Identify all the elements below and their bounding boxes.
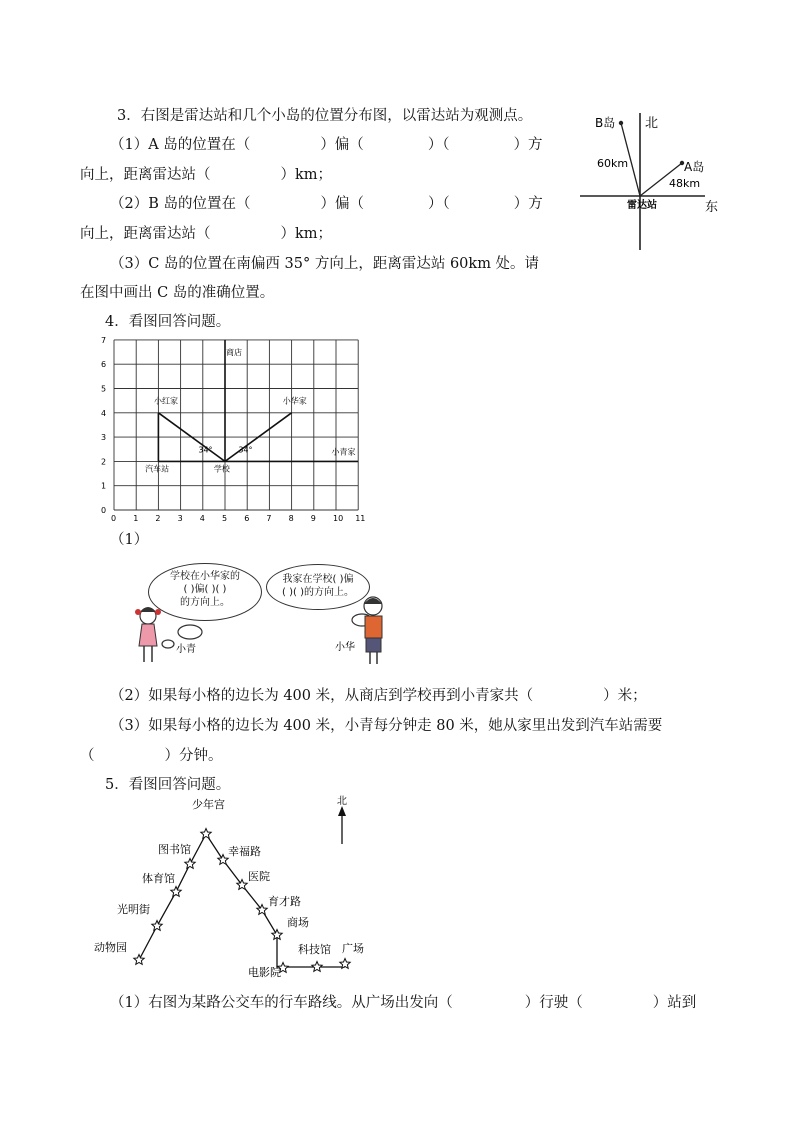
stop-star-icon: [152, 921, 162, 931]
stop-star-icon: [134, 955, 144, 965]
x-tick-label: 10: [333, 514, 344, 522]
thought-bubble-boy: 我家在学校( )偏 ( )( )的方向上。: [266, 564, 370, 610]
q3-intro: 3．右图是雷达站和几个小岛的位置分布图，以雷达站为观测点。: [117, 108, 533, 124]
stop-label-shaoniangong: 少年宫: [192, 798, 225, 811]
angle-right-label: 34°: [238, 445, 253, 455]
bus-route-map: [80, 792, 380, 982]
y-tick-label: 4: [101, 408, 107, 418]
q4-sub1: （1）: [110, 532, 149, 548]
stop-star-icon: [312, 962, 322, 972]
xiaohong-label: 小红家: [153, 396, 178, 406]
girl-label: 小青: [176, 644, 196, 655]
x-tick-label: 8: [288, 514, 294, 522]
stop-star-icon: [218, 855, 228, 865]
radar-label: 雷达站: [627, 200, 657, 211]
q3-c-line1: （3）C 岛的位置在南偏西 35° 方向上，距离雷达站 60km 处。请: [110, 256, 540, 272]
stop-label-tushuguan: 图书馆: [158, 843, 191, 856]
q4-sub3-line1: （3）如果每小格的边长为 400 米，小青每分钟走 80 米，她从家里出发到汽车站需要: [110, 718, 663, 734]
x-tick-label: 5: [222, 514, 228, 522]
bus-station-label: 汽车站: [145, 464, 170, 474]
xiaoqing-home-label: 小青家: [331, 447, 356, 457]
stop-label-guangchang: 广场: [342, 942, 364, 955]
stop-label-dongwuyuan: 动物园: [94, 941, 127, 954]
coordinate-grid: [93, 330, 373, 522]
stop-label-guangmingjie: 光明街: [117, 903, 150, 916]
y-tick-label: 6: [101, 360, 107, 370]
north-label: 北: [337, 796, 347, 807]
radar-diagram: [575, 105, 725, 255]
x-tick-label: 7: [266, 514, 272, 522]
stop-label-tiyuguan: 体育馆: [142, 872, 175, 885]
q4-sub3-line2: （ ）分钟。: [80, 748, 223, 764]
q4-title: 4．看图回答问题。: [105, 314, 231, 330]
shop-label: 商店: [226, 348, 242, 358]
q3-c-line2: 在图中画出 C 岛的准确位置。: [80, 285, 275, 301]
x-tick-label: 3: [177, 514, 183, 522]
cartoon-figures: [130, 590, 410, 670]
stop-star-icon: [185, 859, 195, 869]
stop-label-yiyuan: 医院: [248, 870, 270, 883]
stop-label-kejiguan: 科技馆: [298, 943, 331, 956]
y-tick-label: 5: [101, 384, 107, 394]
stop-label-shangchang: 商场: [287, 916, 309, 929]
xiaohua-home-label: 小华家: [282, 396, 307, 406]
girl-figure: [135, 607, 161, 662]
x-tick-label: 1: [133, 514, 139, 522]
distance-60: 60km: [597, 157, 629, 170]
x-tick-label: 11: [355, 514, 366, 522]
distance-48: 48km: [669, 177, 701, 190]
y-tick-label: 2: [101, 457, 107, 467]
q3-a-line2: 向上，距离雷达站（ ）km；: [80, 167, 333, 183]
stop-star-icon: [201, 829, 211, 839]
y-tick-label: 3: [101, 433, 107, 443]
stop-label-xingfulu: 幸福路: [228, 845, 261, 858]
q5-sub1: （1）右图为某路公交车的行车路线。从广场出发向（ ）行驶（ ）站到: [110, 995, 697, 1011]
x-tick-label: 9: [310, 514, 316, 522]
east-label: 东: [705, 200, 719, 215]
angle-left-label: 34°: [198, 445, 213, 455]
q3-b-line2: 向上，距离雷达站（ ）km；: [80, 226, 333, 242]
b-island-label: B岛: [595, 116, 616, 130]
x-tick-label: 4: [199, 514, 205, 522]
x-tick-label: 0: [111, 514, 117, 522]
x-tick-label: 6: [244, 514, 250, 522]
y-tick-label: 0: [101, 506, 107, 515]
y-tick-label: 1: [101, 481, 107, 491]
y-tick-label: 7: [101, 335, 107, 345]
north-arrow-icon: [338, 806, 346, 816]
stop-star-icon: [272, 930, 282, 940]
b-island-dot: [619, 121, 623, 125]
x-tick-label: 2: [155, 514, 161, 522]
school-label: 学校: [213, 464, 230, 474]
q3-a-line1: （1）A 岛的位置在（ ）偏（ ）（ ）方: [110, 137, 543, 153]
stop-star-icon: [171, 887, 181, 897]
boy-label: 小华: [335, 642, 355, 653]
q5-title: 5．看图回答问题。: [105, 777, 231, 793]
north-label: 北: [645, 116, 659, 131]
boy-figure: [364, 597, 382, 664]
stop-label-yucailu: 育才路: [268, 895, 301, 908]
stop-label-dianyingyuan: 电影院: [248, 966, 281, 979]
q4-sub2: （2）如果每小格的边长为 400 米，从商店到学校再到小青家共（ ）米；: [110, 688, 647, 704]
thought-bubble-girl: 学校在小华家的 ( )偏( )( ) 的方向上。: [148, 563, 262, 621]
a-island-label: A岛: [684, 160, 705, 174]
q3-b-line1: （2）B 岛的位置在（ ）偏（ ）（ ）方: [110, 196, 543, 212]
